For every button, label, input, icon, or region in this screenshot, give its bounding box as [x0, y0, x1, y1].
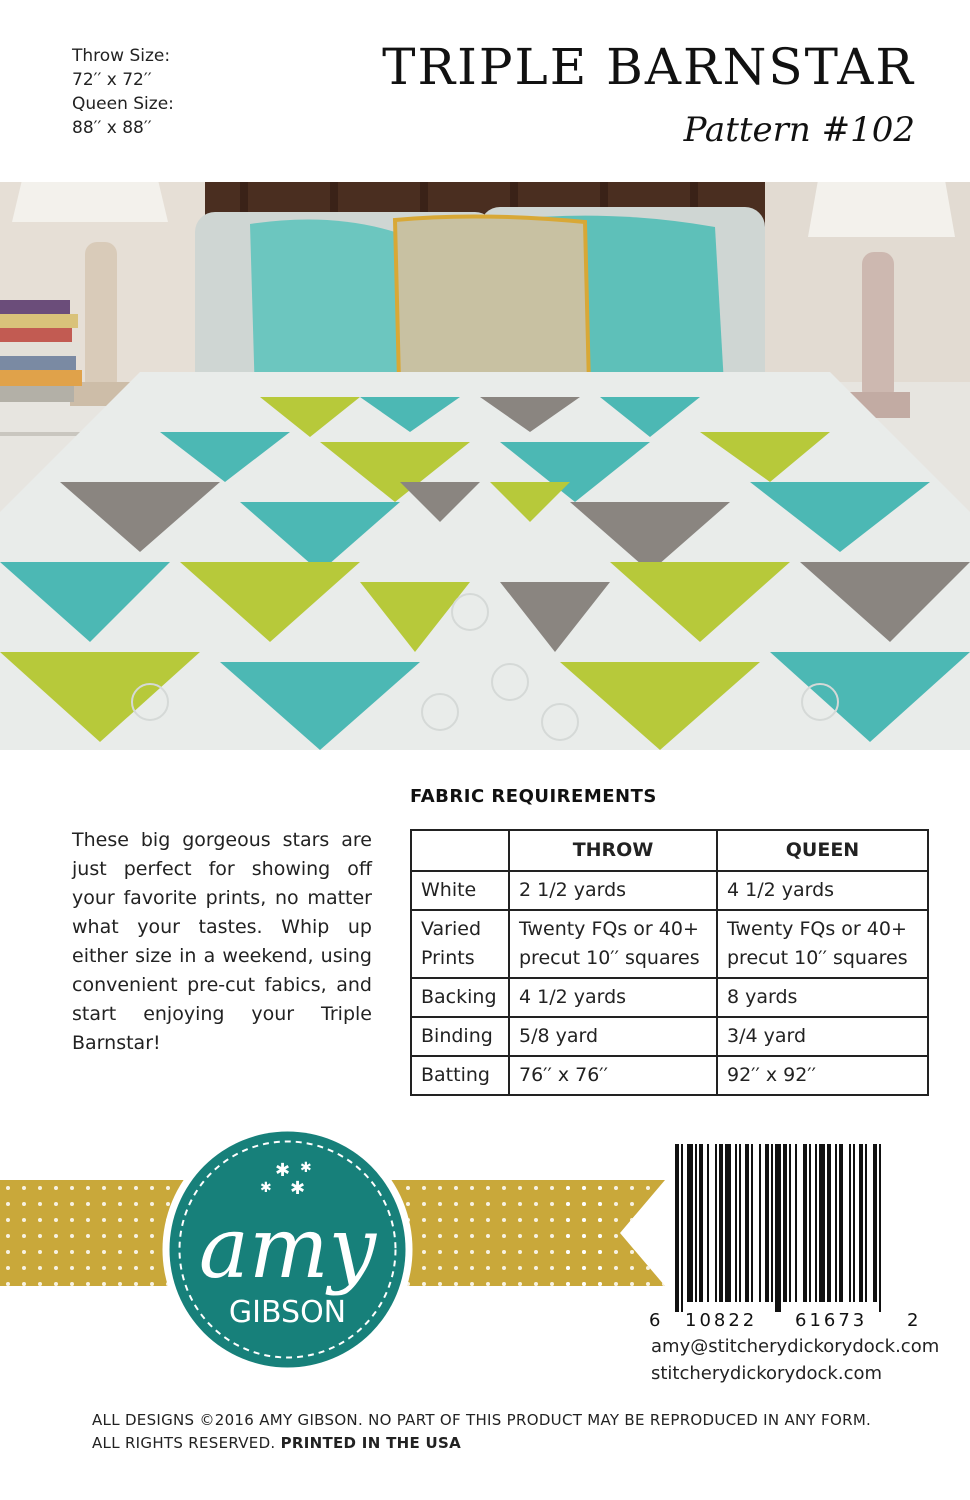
barcode-bar — [839, 1144, 843, 1302]
barcode-bar — [715, 1144, 717, 1302]
barcode-bar — [681, 1144, 683, 1312]
barcode-bar — [853, 1144, 855, 1302]
barcode-bar — [707, 1144, 709, 1302]
queen-cell: 92′′ x 92′′ — [717, 1056, 928, 1095]
barcode-bar — [859, 1144, 863, 1302]
table-header-blank — [411, 830, 509, 871]
barcode-bar — [827, 1144, 831, 1302]
throw-size-value: 72′′ x 72′′ — [72, 70, 152, 90]
barcode — [645, 1140, 935, 1330]
copyright-notice — [92, 1409, 892, 1455]
row-label: Varied Prints — [411, 910, 509, 978]
barcode-bar — [809, 1144, 811, 1302]
barcode-bar — [765, 1144, 769, 1302]
barcode-bar — [771, 1144, 773, 1302]
amy-gibson-logo — [160, 1122, 415, 1377]
table-header-row — [411, 830, 928, 871]
printed-in-usa: PRINTED IN THE USA — [280, 1434, 462, 1452]
table-header-queen: QUEEN — [717, 830, 928, 871]
row-label: Binding — [411, 1017, 509, 1056]
barcode-bar — [865, 1144, 867, 1302]
queen-size-value: 88′′ x 88′′ — [72, 118, 152, 138]
barcode-bar — [775, 1144, 781, 1312]
barcode-bar — [789, 1144, 791, 1302]
table-row — [411, 1056, 928, 1095]
barcode-bar — [745, 1144, 749, 1302]
queen-cell: 3/4 yard — [717, 1017, 928, 1056]
pattern-title: TRIPLE BARNSTAR — [382, 38, 915, 96]
row-label: Backing — [411, 978, 509, 1017]
barcode-bar — [835, 1144, 837, 1302]
logo-gibson: GIBSON — [228, 1295, 347, 1330]
throw-cell: 4 1/2 yards — [509, 978, 717, 1017]
barcode-bar — [675, 1144, 679, 1312]
barcode-bar — [751, 1144, 753, 1302]
barcode-digit-0: 6 — [649, 1310, 661, 1330]
contact-email[interactable]: amy@stitcherydickorydock.com — [651, 1336, 940, 1357]
barcode-bar — [783, 1144, 787, 1302]
pattern-number: Pattern #102 — [683, 110, 915, 150]
table-row — [411, 1017, 928, 1056]
size-info — [72, 44, 174, 140]
barcode-bar — [803, 1144, 807, 1302]
svg-text:✱: ✱ — [260, 1180, 272, 1196]
svg-text:✱: ✱ — [275, 1160, 291, 1181]
svg-text:✱: ✱ — [290, 1178, 306, 1199]
throw-cell: 76′′ x 76′′ — [509, 1056, 717, 1095]
barcode-bar — [795, 1144, 797, 1302]
svg-text:✱: ✱ — [300, 1160, 312, 1176]
queen-cell: Twenty FQs or 40+ precut 10′′ squares — [717, 910, 928, 978]
queen-cell: 4 1/2 yards — [717, 871, 928, 910]
logo-amy: amy — [198, 1199, 377, 1297]
row-label: White — [411, 871, 509, 910]
barcode-bar — [695, 1144, 697, 1302]
throw-cell: 5/8 yard — [509, 1017, 717, 1056]
barcode-bar — [819, 1144, 825, 1302]
queen-size-label: Queen Size: — [72, 94, 174, 114]
row-label: Batting — [411, 1056, 509, 1095]
table-header-throw: THROW — [509, 830, 717, 871]
quilt-photo — [0, 182, 970, 750]
barcode-bar — [879, 1144, 881, 1312]
throw-cell: Twenty FQs or 40+ precut 10′′ squares — [509, 910, 717, 978]
barcode-digit-1: 2 — [907, 1310, 919, 1330]
copyright-text: ALL DESIGNS ©2016 AMY GIBSON. NO PART OF THIS PRODUCT MAY BE REPRODUCED IN ANY FORM. ALL RIGHTS RESERVED. — [92, 1411, 872, 1452]
throw-cell: 2 1/2 yards — [509, 871, 717, 910]
pattern-description: These big gorgeous stars are just perfect for showing off your favorite prints, no matter what your tastes. Whip up either size in a weekend, using convenient pre-cut fabics, and start enjoying your Triple Barnstar! — [72, 829, 372, 1054]
barcode-bar — [739, 1144, 741, 1302]
barcode-bar — [849, 1144, 851, 1302]
barcode-group-2: 61673 — [795, 1310, 868, 1330]
table-row — [411, 978, 928, 1017]
barcode-bar — [725, 1144, 731, 1302]
queen-cell: 8 yards — [717, 978, 928, 1017]
barcode-bar — [699, 1144, 703, 1302]
barcode-bar — [759, 1144, 761, 1302]
barcode-bar — [735, 1144, 737, 1302]
throw-size-label: Throw Size: — [72, 46, 171, 66]
table-row — [411, 910, 928, 978]
barcode-bar — [873, 1144, 877, 1302]
fabric-requirements-table — [410, 829, 929, 1096]
contact-website[interactable]: stitcherydickorydock.com — [651, 1363, 883, 1384]
barcode-group-1: 10822 — [685, 1310, 758, 1330]
barcode-bar — [815, 1144, 817, 1302]
barcode-bar — [719, 1144, 723, 1302]
fabric-requirements-heading: FABRIC REQUIREMENTS — [410, 786, 657, 807]
barcode-bar — [687, 1144, 693, 1302]
table-row — [411, 871, 928, 910]
